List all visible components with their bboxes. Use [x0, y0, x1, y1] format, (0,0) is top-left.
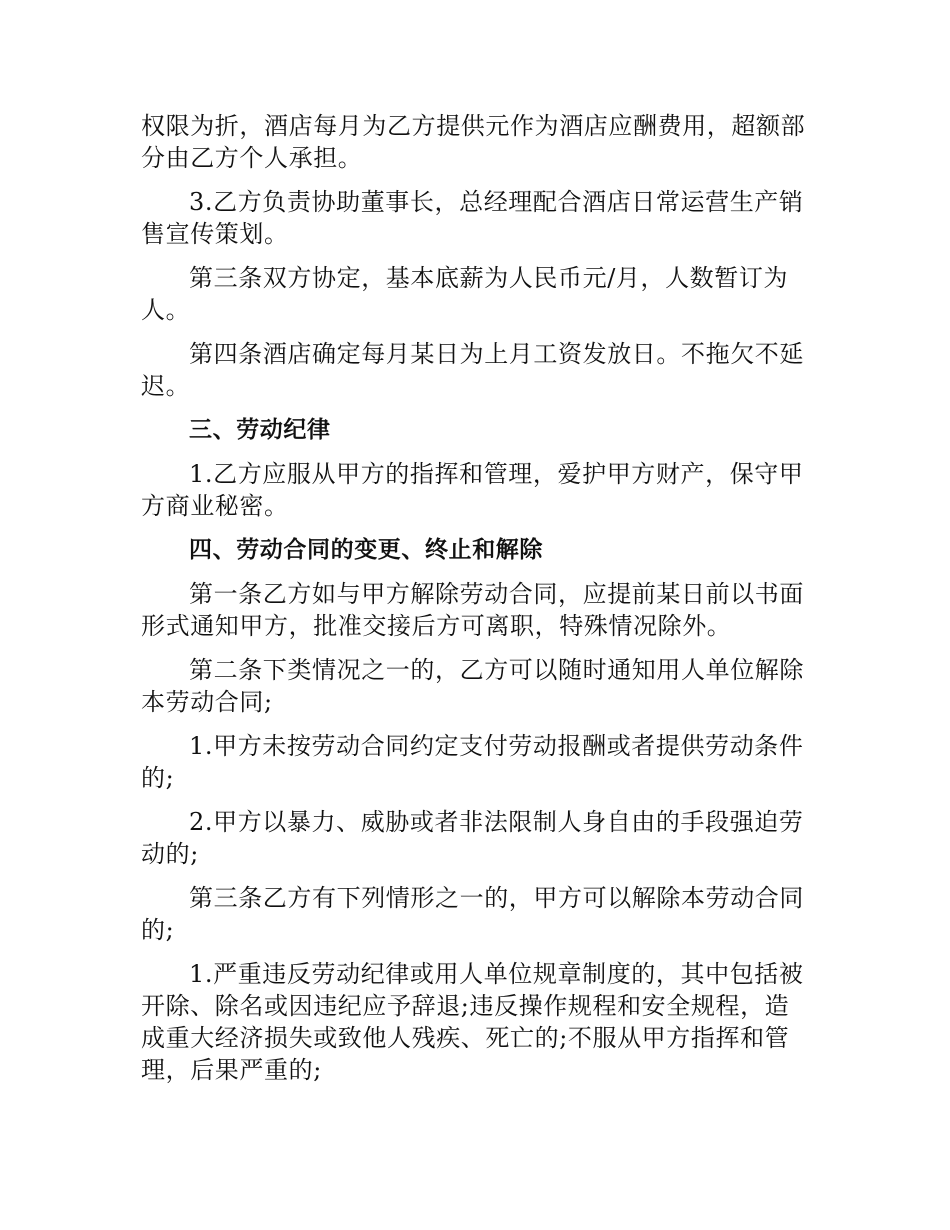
paragraph-discipline-item-1: 1.乙方应服从甲方的指挥和管理，爱护甲方财产，保守甲方商业秘密。: [141, 460, 804, 520]
paragraph-clause-3-duties: 3.乙方负责协助董事长，总经理配合酒店日常运营生产销售宣传策划。: [141, 188, 804, 248]
paragraph-article-3-item-1: 1.严重违反劳动纪律或用人单位规章制度的，其中包括被开除、除名或因违纪应予辞退;违反操作规程和安全规程，造成重大经济损失或致他人残疾、死亡的;不服从甲方指挥和管理，后果严重的;: [141, 960, 804, 1084]
paragraph-article-3-salary: 第三条双方协定，基本底薪为人民币元/月，人数暂订为人。: [141, 264, 789, 324]
section-heading-contract-changes: 四、劳动合同的变更、终止和解除: [189, 537, 543, 563]
paragraph-article-2-employee-termination: 第二条下类情况之一的，乙方可以随时通知用人单位解除本劳动合同;: [141, 656, 804, 716]
paragraph-article-2-item-2: 2.甲方以暴力、威胁或者非法限制人身自由的手段强迫劳动的;: [141, 808, 804, 868]
paragraph-entertainment-expense: 权限为折，酒店每月为乙方提供元作为酒店应酬费用，超额部分由乙方个人承担。: [141, 112, 806, 172]
document-page: [141, 110, 811, 1098]
paragraph-article-2-item-1: 1.甲方未按劳动合同约定支付劳动报酬或者提供劳动条件的;: [141, 732, 804, 792]
paragraph-article-3-employer-termination: 第三条乙方有下列情形之一的，甲方可以解除本劳动合同的;: [141, 884, 804, 944]
paragraph-article-1-termination-notice: 第一条乙方如与甲方解除劳动合同，应提前某日前以书面形式通知甲方，批准交接后方可离职，特殊情况除外。: [141, 580, 804, 640]
paragraph-article-4-payday: 第四条酒店确定每月某日为上月工资发放日。不拖欠不延迟。: [141, 340, 804, 400]
section-heading-labor-discipline: 三、劳动纪律: [189, 417, 331, 443]
